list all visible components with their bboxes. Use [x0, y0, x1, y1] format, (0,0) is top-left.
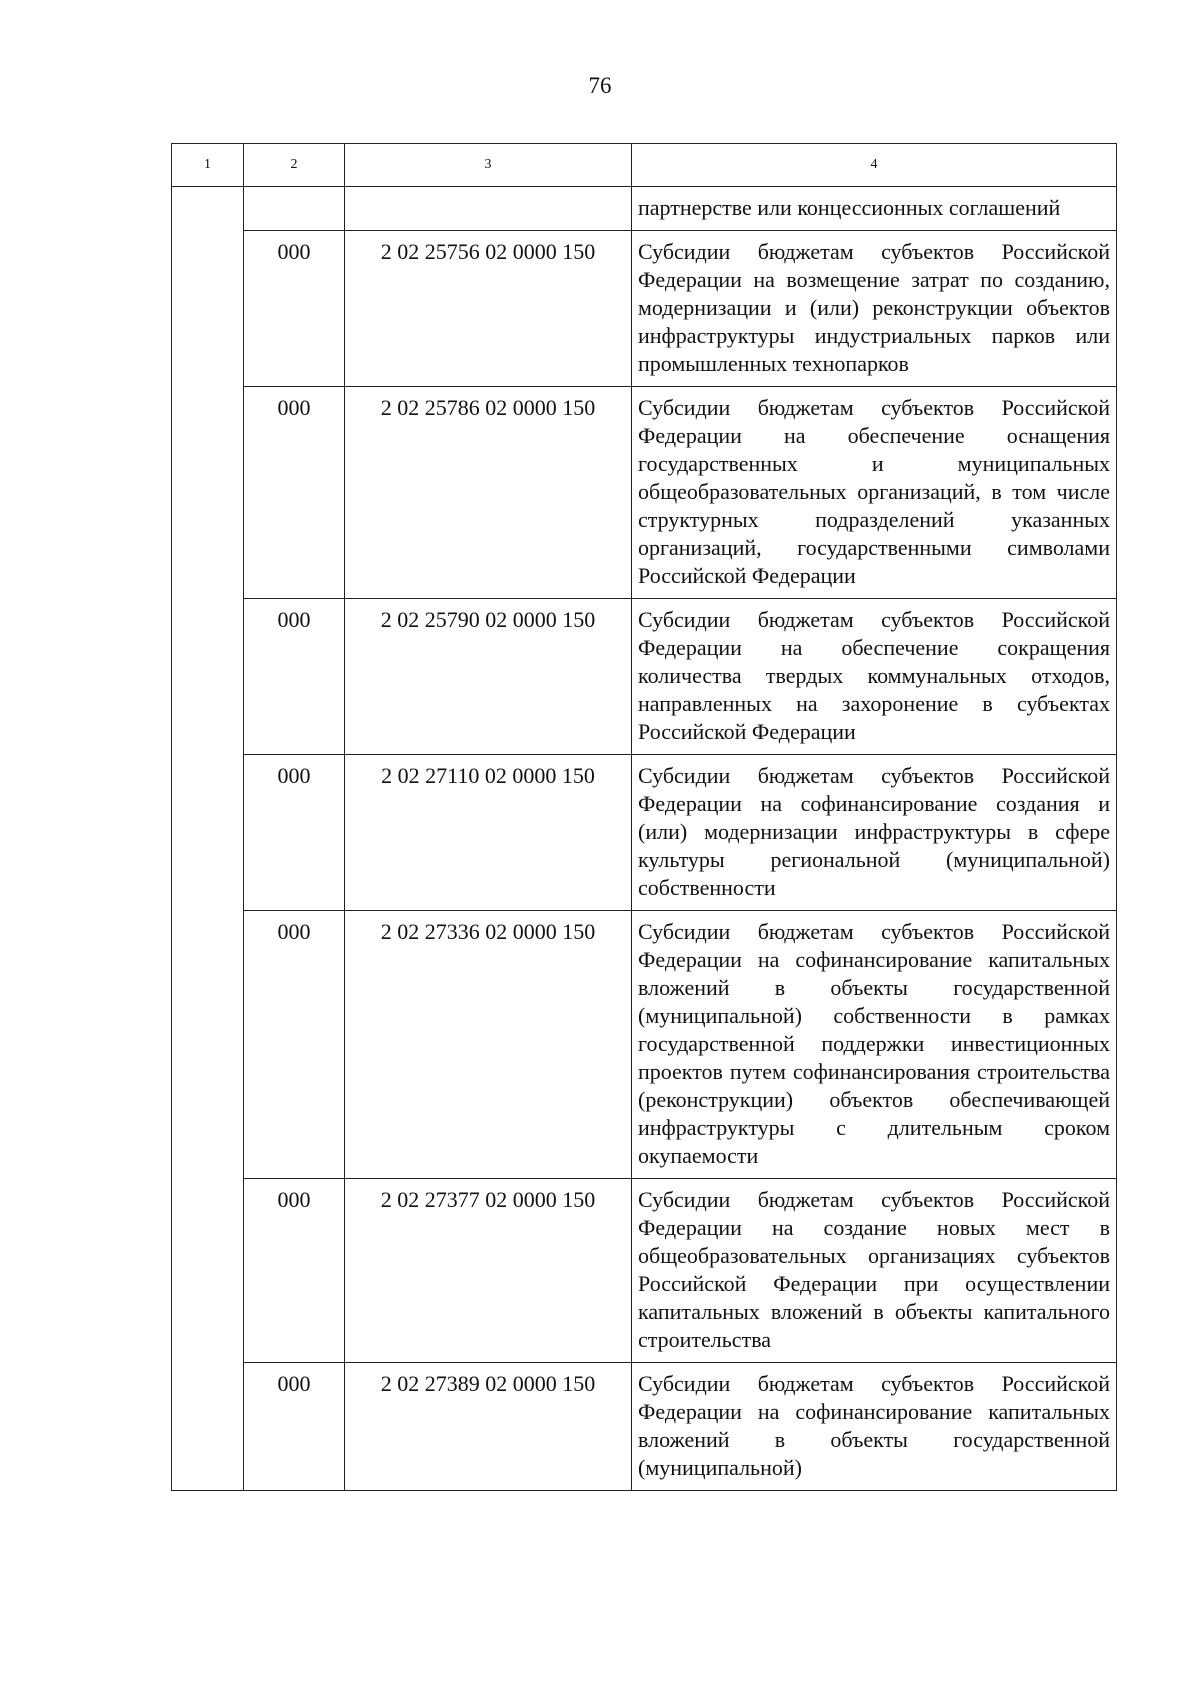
budget-income-table — [171, 143, 1117, 1491]
income-name: Субсидии бюджетам субъектов Российской Федерации на обеспечение сокращения количества твердых коммунальных отходов, направленных на захоронение в субъектах Российской Федерации — [632, 599, 1117, 755]
administrator-code: 000 — [244, 387, 345, 599]
income-code — [345, 187, 632, 231]
table-row — [172, 231, 1117, 387]
income-code: 2 02 25790 02 0000 150 — [345, 599, 632, 755]
administrator-code: 000 — [244, 599, 345, 755]
income-name: Субсидии бюджетам субъектов Российской Федерации на софинансирование капитальных вложений в объекты государственной (муниципальной) — [632, 1363, 1117, 1491]
table-header-row — [172, 144, 1117, 187]
administrator-code: 000 — [244, 231, 345, 387]
income-code: 2 02 27377 02 0000 150 — [345, 1179, 632, 1363]
administrator-code: 000 — [244, 1179, 345, 1363]
income-code: 2 02 25786 02 0000 150 — [345, 387, 632, 599]
table-row — [172, 187, 1117, 231]
administrator-code: 000 — [244, 911, 345, 1179]
column-1-cell — [172, 187, 244, 1491]
income-name: Субсидии бюджетам субъектов Российской Федерации на создание новых мест в общеобразовательных организациях субъектов Российской Федерации при осуществлении капитальных вложений в объекты капитального строительства — [632, 1179, 1117, 1363]
income-name: Субсидии бюджетам субъектов Российской Федерации на обеспечение оснащения государственных и муниципальных общеобразовательных организаций, в том числе структурных подразделений указанных организаций, государственными символами Российской Федерации — [632, 387, 1117, 599]
column-header-2: 2 — [244, 144, 345, 187]
table-row — [172, 599, 1117, 755]
table-row — [172, 1363, 1117, 1491]
page-number: 76 — [588, 73, 612, 98]
column-header-3: 3 — [345, 144, 632, 187]
income-name: Субсидии бюджетам субъектов Российской Федерации на софинансирование создания и (или) модернизации инфраструктуры в сфере культуры региональной (муниципальной) собственности — [632, 755, 1117, 911]
administrator-code: 000 — [244, 1363, 345, 1491]
income-name: Субсидии бюджетам субъектов Российской Федерации на возмещение затрат по созданию, модернизации и (или) реконструкции объектов инфраструктуры индустриальных парков или промышленных технопарков — [632, 231, 1117, 387]
income-code: 2 02 27336 02 0000 150 — [345, 911, 632, 1179]
column-header-1: 1 — [172, 144, 244, 187]
administrator-code — [244, 187, 345, 231]
income-name: партнерстве или концессионных соглашений — [632, 187, 1117, 231]
income-code: 2 02 27389 02 0000 150 — [345, 1363, 632, 1491]
income-code: 2 02 27110 02 0000 150 — [345, 755, 632, 911]
income-name: Субсидии бюджетам субъектов Российской Федерации на софинансирование капитальных вложений в объекты государственной (муниципальной) собственности в рамках государственной поддержки инвестиционных проектов путем софинансирования строительства (реконструкции) объектов обеспечивающей инфраструктуры с длительным сроком окупаемости — [632, 911, 1117, 1179]
table-row — [172, 911, 1117, 1179]
income-code: 2 02 25756 02 0000 150 — [345, 231, 632, 387]
table-row — [172, 755, 1117, 911]
column-header-4: 4 — [632, 144, 1117, 187]
table-row — [172, 387, 1117, 599]
administrator-code: 000 — [244, 755, 345, 911]
table-row — [172, 1179, 1117, 1363]
